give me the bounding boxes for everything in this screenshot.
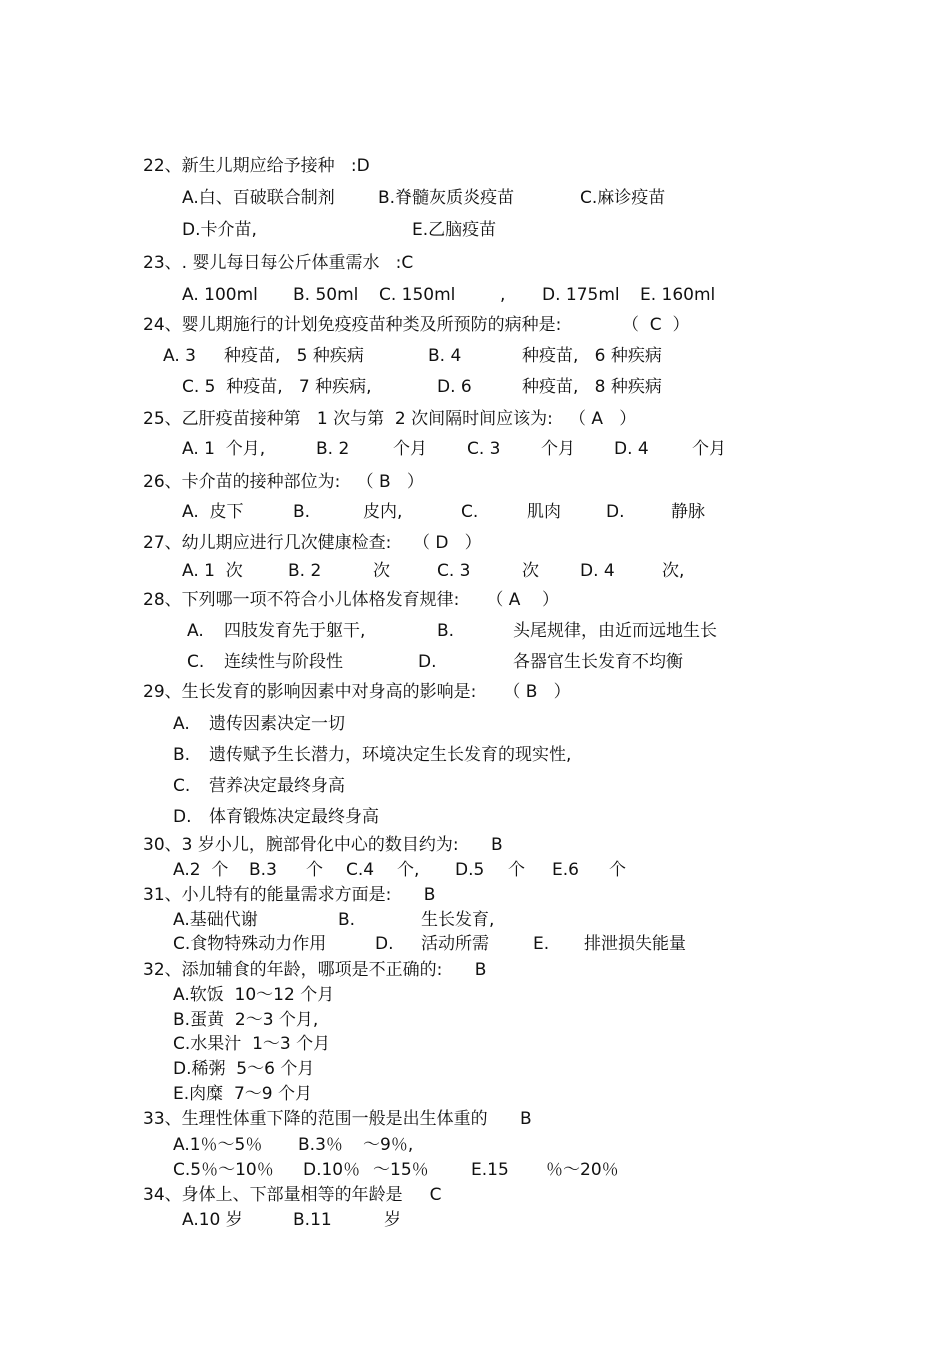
text-segment: A. 1 个月, [182,439,266,459]
text-segment: 个 [609,860,626,880]
text-segment: E.乙脑疫苗 [412,220,497,240]
text-segment: 29、生长发育的影响因素中对身高的影响是: （ B ） [143,682,571,702]
text-segment: E. 160ml [640,285,716,305]
text-segment: C.4 [346,860,375,880]
text-segment: 头尾规律，由近而远地生长 [513,621,717,641]
text-segment: C.麻诊疫苗 [580,188,666,208]
text-segment: 22、新生儿期应给予接种 :D [143,156,370,176]
text-segment: 排泄损失能量 [584,934,686,954]
text-segment: B.3 [249,860,277,880]
text-segment: B. 4 [428,346,462,366]
text-segment: C. [173,776,191,796]
text-segment: B. 2 [316,439,350,459]
text-segment: B. [338,910,356,930]
text-segment: 个月 [692,439,726,459]
text-segment: 个月 [541,439,575,459]
text-segment: C.水果汁 1～3 个月 [173,1034,331,1054]
text-segment: A. 100ml [182,285,258,305]
text-segment: C. 3 [467,439,501,459]
text-segment: C.食物特殊动力作用 [173,934,327,954]
text-segment: A.基础代谢 [173,910,258,930]
text-segment: A. 1 次 [182,561,243,581]
text-segment: D.卡介苗, [182,220,257,240]
text-segment: D. 175ml [542,285,620,305]
text-segment: （ C ） [622,315,690,335]
text-segment: D.10％ [303,1160,361,1180]
text-segment: E.6 [552,860,579,880]
text-segment: A.10 岁 [182,1210,243,1230]
text-segment: 次 [522,561,539,581]
text-segment: 次, [662,561,685,581]
text-segment: D. [375,934,394,954]
text-segment: 27、幼儿期应进行几次健康检查: （ D ） [143,533,482,553]
text-segment: D.5 [455,860,485,880]
text-segment: C.5％～10％ [173,1160,274,1180]
text-segment: B. [293,502,311,522]
text-segment: 活动所需 [421,934,489,954]
text-segment: 30、3 岁小儿，腕部骨化中心的数目约为: B [143,835,503,855]
text-segment: B. 50ml [293,285,359,305]
text-segment: 24、婴儿期施行的计划免疫疫苗种类及所预防的病种是: [143,315,562,335]
text-segment: 四肢发育先于躯干, [224,621,366,641]
text-segment: C. 3 [437,561,471,581]
text-segment: E. [533,934,550,954]
text-segment: 岁 [384,1210,401,1230]
text-segment: B. [173,745,191,765]
text-segment: D. [606,502,625,522]
text-segment: 32、添加辅食的年龄，哪项是不正确的: B [143,960,487,980]
text-segment: B. 2 [288,561,322,581]
text-segment: B.脊髓灰质炎疫苗 [378,188,515,208]
text-segment: B. [437,621,455,641]
text-segment: 26、卡介苗的接种部位为: （ B ） [143,472,424,492]
text-segment: D. [418,652,437,672]
text-segment: C. 5 种疫苗, 7 种疾病, [182,377,372,397]
text-segment: A.软饭 10～12 个月 [173,985,335,1005]
text-segment: 个, [397,860,420,880]
text-segment: 肌肉 [527,502,561,522]
text-segment: D.稀粥 5～6 个月 [173,1059,315,1079]
text-segment: B.蛋黄 2～3 个月, [173,1010,319,1030]
text-segment: ～15％ [373,1160,429,1180]
text-segment: 种疫苗, 5 种疾病 [224,346,364,366]
text-segment: C. 150ml [379,285,456,305]
text-segment: B.11 [293,1210,332,1230]
text-segment: D. 6 [437,377,472,397]
text-segment: D. 4 [614,439,649,459]
text-segment: 静脉 [671,502,705,522]
text-segment: 个 [306,860,323,880]
text-segment: , [500,285,506,305]
text-segment: A.白、百破联合制剂 [182,188,335,208]
text-segment: 体育锻炼决定最终身高 [209,807,379,827]
text-segment: D. [173,807,192,827]
text-segment: ～9％, [363,1135,414,1155]
text-segment: 次 [373,561,390,581]
text-segment: 25、乙肝疫苗接种第 1 次与第 2 次间隔时间应该为: （ A ） [143,409,637,429]
text-segment: 生长发育, [421,910,495,930]
text-segment: E.15 [471,1160,509,1180]
text-segment: E.肉糜 7～9 个月 [173,1084,312,1104]
text-segment: C. [187,652,205,672]
text-segment: 遗传因素决定一切 [209,714,345,734]
text-segment: A. [187,621,204,641]
text-segment: A. 皮下 [182,502,244,522]
text-segment: B.3％ [298,1135,343,1155]
text-segment: 种疫苗, 6 种疾病 [522,346,662,366]
text-segment: 31、小儿特有的能量需求方面是: B [143,885,436,905]
text-segment: 个月 [393,439,427,459]
text-segment: 23、. 婴儿每日每公斤体重需水 :C [143,253,414,273]
text-segment: 皮内, [363,502,403,522]
text-segment: 个 [508,860,525,880]
text-segment: A.2 个 [173,860,229,880]
text-segment: A. 3 [163,346,196,366]
text-segment: A.1％～5％ [173,1135,263,1155]
text-segment: 33、生理性体重下降的范围一般是出生体重的 B [143,1109,532,1129]
text-segment: D. 4 [580,561,615,581]
text-segment: 营养决定最终身高 [209,776,345,796]
text-segment: ％～20％ [546,1160,619,1180]
text-segment: 28、下列哪一项不符合小儿体格发育规律: （ A ） [143,590,560,610]
text-segment: C. [461,502,479,522]
text-segment: 34、身体上、下部量相等的年龄是 C [143,1185,442,1205]
text-segment: 连续性与阶段性 [224,652,343,672]
text-segment: 种疫苗, 8 种疾病 [522,377,662,397]
text-segment: 遗传赋予生长潜力，环境决定生长发育的现实性, [209,745,572,765]
text-segment: 各器官生长发育不均衡 [513,652,683,672]
text-segment: A. [173,714,190,734]
